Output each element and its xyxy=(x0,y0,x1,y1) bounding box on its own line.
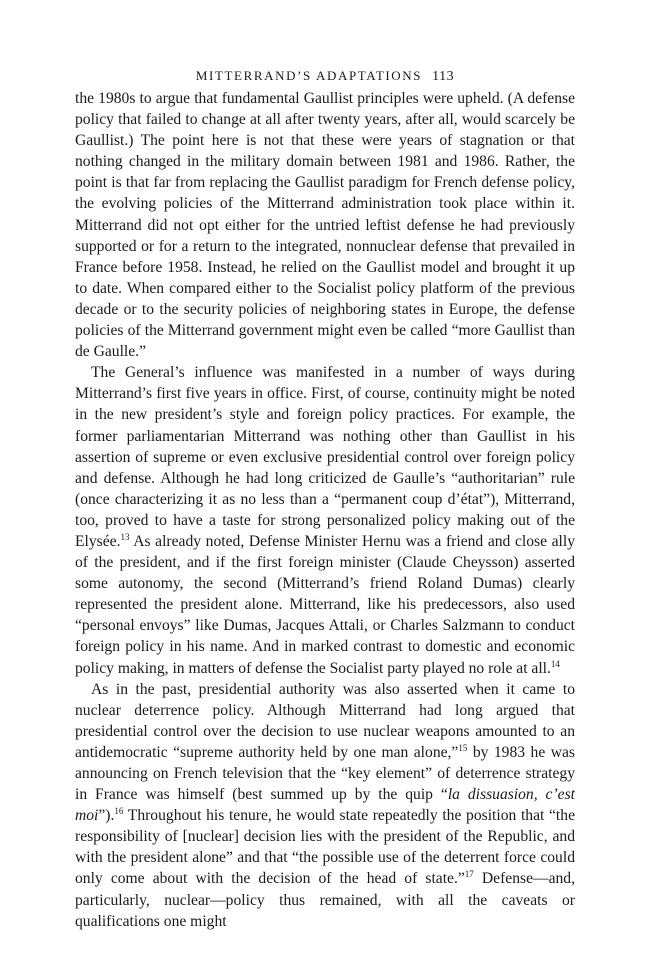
text-run: As in the past, presidential authority was also asserted when it came to nuclear deterrence policy. Although Mitterrand had long argued that presidential control over the decision to use nuclear weapons amounted to an antidemocratic “supreme authority held by one man alone,” xyxy=(75,680,575,761)
footnote-ref: 14 xyxy=(550,658,560,669)
page-number: 113 xyxy=(432,69,455,84)
paragraph-2 xyxy=(75,362,575,678)
paragraph-1 xyxy=(75,88,575,362)
text-run: the 1980s to argue that fundamental Gaullist principles were upheld. (A defense policy that failed to change at all after twenty years, after all, would scarcely be Gaullist.) The point here is not that these were years of stagnation or that nothing changed in the military domain between 1981 and 1986. Rather, the point is that far from replacing the Gaullist paradigm for French defense policy, the evolving policies of the Mitterrand administration took place within it. Mitterrand did not opt either for the untried leftist defense he had previously supported or for a return to the integrated, nonnuclear defense that prevailed in France before 1958. Instead, he relied on the Gaullist model and brought it up to date. When compared either to the Socialist policy platform of the previous decade or to the security policies of neighboring states in Europe, the defense policies of the Mitterrand government might even be called “more Gaullist than de Gaulle.” xyxy=(75,90,575,361)
footnote-ref: 16 xyxy=(114,806,124,817)
text-run: ”). xyxy=(98,807,115,825)
italic-quote: la dissuasion, c’est moi xyxy=(75,786,575,825)
running-title: MITTERRAND’S ADAPTATIONS xyxy=(195,68,423,83)
text-run: As already noted, Defense Minister Hernu was a friend and close ally of the president, and if the first foreign minister (Claude Cheysson) asserted some autonomy, the second (Mitterrand’s friend Roland Dumas) clearly represented the president alone. Mitterrand, like his predecessors, also used “personal envoys” like Dumas, Jacques Attali, or Charles Salzmann to conduct foreign policy in his name. And in marked contrast to domestic and economic policy making, in matters of defense the Socialist party played no role at all. xyxy=(75,532,575,677)
body-text xyxy=(75,88,575,932)
text-run: by 1983 he was announcing on French television that the “key element” of deterrence strategy in France was himself (best summed up by the quip “ xyxy=(75,743,575,804)
text-run: Throughout his tenure, he would state repeatedly the position that “the responsibility of [nuclear] decision lies with the president of the Republic, and with the president alone” and that “the possible use of the deterrent force could only come about with the decision of the head of state.” xyxy=(75,807,575,888)
text-run: The General’s influence was manifested in a number of ways during Mitterrand’s first five years in office. First, of course, continuity might be noted in the new president’s style and foreign policy practices. For example, the former parliamentarian Mitterrand was nothing other than Gaullist in his assertion of supreme or even exclusive presidential control over foreign policy and defense. Although he had long criticized de Gaulle’s “authoritarian” rule (once characterizing it as no less than a “permanent coup d’état”), Mitterrand, too, proved to have a taste for strong personalized policy making out of the Elysée. xyxy=(75,364,575,550)
footnote-ref: 13 xyxy=(120,531,130,542)
paragraph-3 xyxy=(75,679,575,932)
running-head xyxy=(75,68,575,85)
text-run: Defense—and, particularly, nuclear—policy thus remained, with all the caveats or qualifications one might xyxy=(75,870,575,930)
footnote-ref: 17 xyxy=(464,869,474,880)
footnote-ref: 15 xyxy=(458,742,468,753)
